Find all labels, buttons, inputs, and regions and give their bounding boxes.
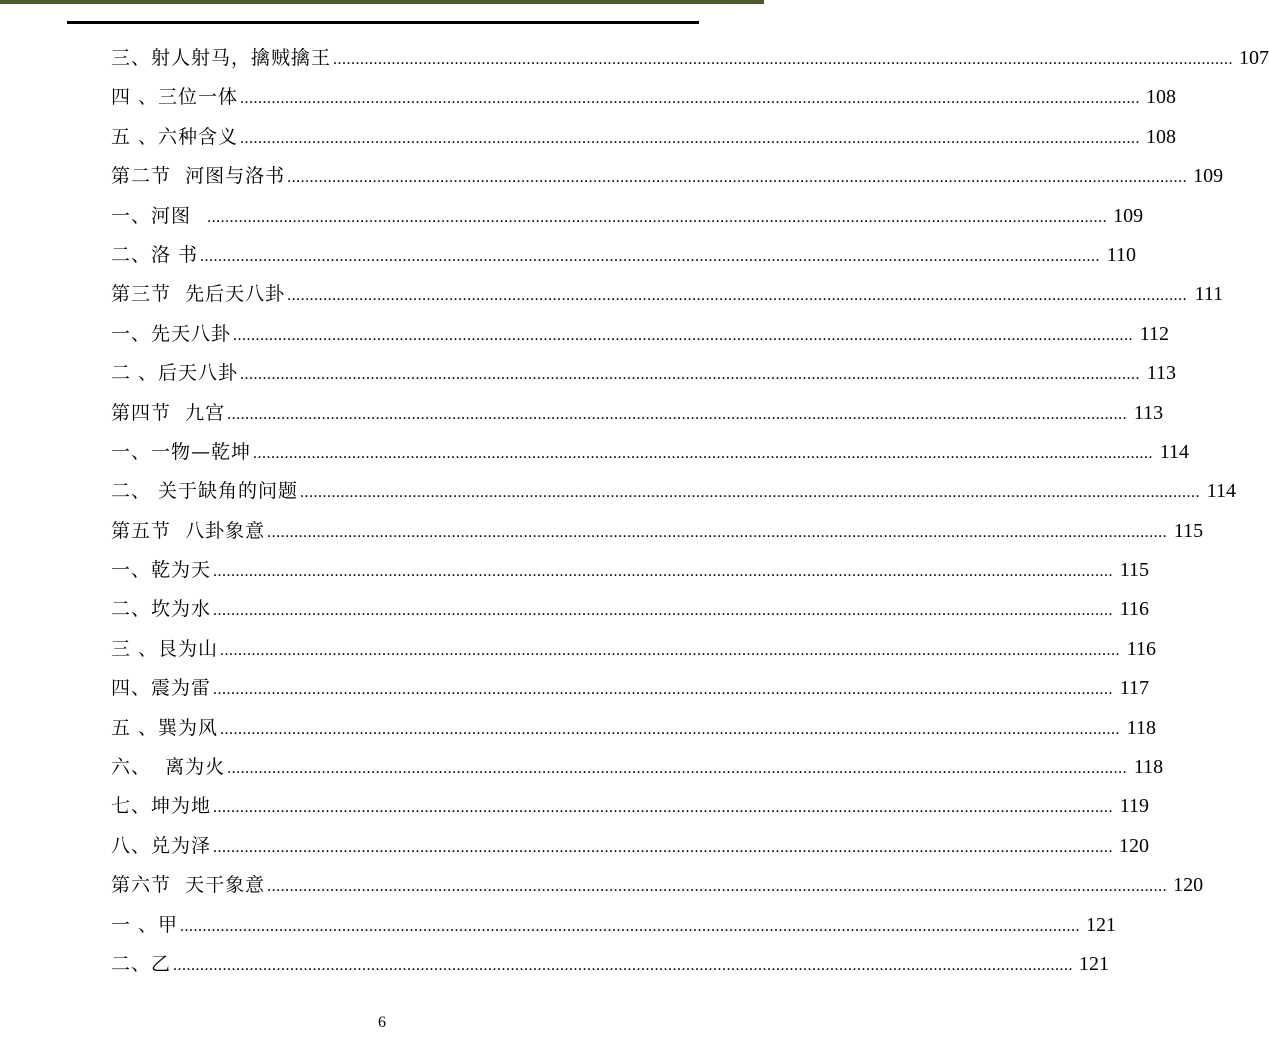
toc-entry[interactable] — [111, 315, 1170, 354]
table-of-contents — [111, 39, 1269, 984]
toc-entry-title: 五 、六种含义 — [111, 125, 239, 148]
toc-entry-page: 108 — [1146, 125, 1177, 148]
toc-entry[interactable] — [111, 275, 1224, 314]
toc-entry-page: 119 — [1119, 795, 1150, 818]
toc-leader-dots: ........................................................................................................................................................................................................ — [333, 51, 1234, 68]
toc-leader-dots: ........................................................................................................................................................................................................ — [300, 484, 1201, 502]
toc-entry[interactable] — [111, 39, 1269, 78]
toc-entry-title: 四 、三位一体 — [111, 86, 239, 109]
toc-entry-page: 120 — [1119, 834, 1150, 857]
toc-leader-dots: ........................................................................................................................................................................................................ — [213, 799, 1114, 817]
toc-entry-page: 113 — [1133, 401, 1164, 424]
toc-entry[interactable] — [111, 78, 1177, 117]
toc-entry[interactable] — [111, 590, 1150, 629]
toc-entry-page: 115 — [1119, 559, 1150, 582]
toc-entry[interactable] — [111, 118, 1177, 157]
toc-leader-dots: ........................................................................................................................................................................................................ — [213, 838, 1114, 856]
toc-entry-page: 111 — [1194, 283, 1224, 306]
toc-entry-title: 六、 离为火 — [111, 756, 226, 779]
toc-entry[interactable] — [111, 472, 1237, 511]
toc-entry[interactable] — [111, 709, 1157, 748]
toc-entry[interactable] — [111, 236, 1137, 275]
toc-entry-page: 118 — [1133, 756, 1164, 779]
toc-leader-dots: ........................................................................................................................................................................................................ — [180, 917, 1081, 935]
toc-leader-dots: ........................................................................................................................................................................................................ — [240, 129, 1141, 147]
toc-entry-page: 112 — [1139, 322, 1170, 345]
toc-entry-page: 109 — [1113, 204, 1144, 227]
toc-entry[interactable] — [111, 394, 1164, 433]
toc-leader-dots: ........................................................................................................................................................................................................ — [233, 326, 1134, 344]
header-rule — [67, 21, 699, 24]
toc-leader-dots: ........................................................................................................................................................................................................ — [207, 208, 1108, 226]
toc-entry-title: 一、一物—乾坤 — [111, 440, 252, 463]
toc-entry[interactable] — [111, 354, 1177, 393]
toc-entry[interactable] — [111, 906, 1117, 945]
toc-entry-title: 一、乾为天 — [111, 559, 212, 582]
toc-entry-page: 116 — [1119, 598, 1150, 621]
toc-entry[interactable] — [111, 157, 1224, 196]
toc-entry-page: 118 — [1126, 716, 1157, 739]
toc-leader-dots: ........................................................................................................................................................................................................ — [200, 247, 1101, 265]
toc-entry-title: 第五节 八卦象意 — [111, 519, 266, 542]
toc-entry-title: 五 、巽为风 — [111, 716, 219, 739]
top-decorative-band — [0, 0, 764, 4]
toc-leader-dots: ........................................................................................................................................................................................................ — [173, 956, 1074, 974]
toc-entry-page: 116 — [1126, 637, 1157, 660]
page-number: 6 — [378, 1014, 386, 1031]
toc-entry-page: 114 — [1159, 440, 1190, 463]
toc-leader-dots: ........................................................................................................................................................................................................ — [240, 90, 1141, 108]
toc-entry-page: 121 — [1086, 913, 1117, 936]
toc-entry[interactable] — [111, 669, 1150, 708]
toc-entry-page: 114 — [1206, 480, 1237, 503]
toc-entry-title: 二 、后天八卦 — [111, 362, 239, 385]
toc-entry[interactable] — [111, 512, 1204, 551]
toc-leader-dots: ........................................................................................................................................................................................................ — [240, 366, 1141, 384]
toc-leader-dots: ........................................................................................................................................................................................................ — [287, 169, 1188, 187]
toc-entry-title: 第三节 先后天八卦 — [111, 283, 286, 306]
toc-entry-title: 第二节 河图与洛书 — [111, 165, 286, 188]
toc-leader-dots: ........................................................................................................................................................................................................ — [220, 720, 1121, 738]
toc-entry-title: 三 、艮为山 — [111, 637, 219, 660]
toc-entry[interactable] — [111, 433, 1190, 472]
toc-entry-page: 115 — [1173, 519, 1204, 542]
toc-entry-title: 八、兑为泽 — [111, 834, 212, 857]
toc-entry[interactable] — [111, 787, 1150, 826]
toc-entry-page: 113 — [1146, 362, 1177, 385]
toc-leader-dots: ........................................................................................................................................................................................................ — [220, 641, 1121, 659]
toc-entry-title: 第四节 九宫 — [111, 401, 226, 424]
toc-entry-title: 二、 关于缺角的问题 — [111, 480, 299, 503]
toc-leader-dots: ........................................................................................................................................................................................................ — [267, 878, 1168, 896]
toc-entry-page: 117 — [1119, 677, 1150, 700]
toc-entry-title: 一、先天八卦 — [111, 322, 232, 345]
toc-entry-title: 二、坎为水 — [111, 598, 212, 621]
toc-leader-dots: ........................................................................................................................................................................................................ — [267, 523, 1168, 541]
toc-entry-page: 109 — [1193, 165, 1224, 188]
toc-leader-dots: ........................................................................................................................................................................................................ — [213, 681, 1114, 699]
toc-entry[interactable] — [111, 945, 1110, 984]
toc-entry[interactable] — [111, 827, 1150, 866]
toc-entry-title: 七、坤为地 — [111, 795, 212, 818]
toc-leader-dots: ........................................................................................................................................................................................................ — [213, 602, 1114, 620]
toc-entry[interactable] — [111, 748, 1164, 787]
toc-entry-page: 108 — [1146, 86, 1177, 109]
toc-leader-dots: ........................................................................................................................................................................................................ — [287, 287, 1188, 305]
toc-entry[interactable] — [111, 197, 1144, 236]
toc-entry-page: 121 — [1079, 952, 1110, 975]
toc-entry-title: 三、射人射马，擒贼擒王 — [111, 47, 332, 69]
toc-entry[interactable] — [111, 630, 1157, 669]
toc-entry-title: 第六节 天干象意 — [111, 874, 266, 897]
toc-leader-dots: ........................................................................................................................................................................................................ — [213, 563, 1114, 581]
toc-entry[interactable] — [111, 866, 1204, 905]
toc-entry-page: 120 — [1173, 874, 1204, 897]
toc-entry-page: 110 — [1106, 243, 1137, 266]
toc-entry-page: 107 — [1239, 47, 1269, 69]
toc-entry-title: 四、震为雷 — [111, 677, 212, 700]
toc-entry-title: 一 、甲 — [111, 913, 179, 936]
toc-entry[interactable] — [111, 551, 1150, 590]
toc-leader-dots: ........................................................................................................................................................................................................ — [227, 405, 1128, 423]
toc-leader-dots: ........................................................................................................................................................................................................ — [227, 760, 1128, 778]
toc-entry-title: 一、河图 — [111, 204, 206, 227]
toc-entry-title: 二、洛 书 — [111, 243, 199, 266]
toc-entry-title: 二、乙 — [111, 952, 172, 975]
toc-leader-dots: ........................................................................................................................................................................................................ — [253, 444, 1154, 462]
